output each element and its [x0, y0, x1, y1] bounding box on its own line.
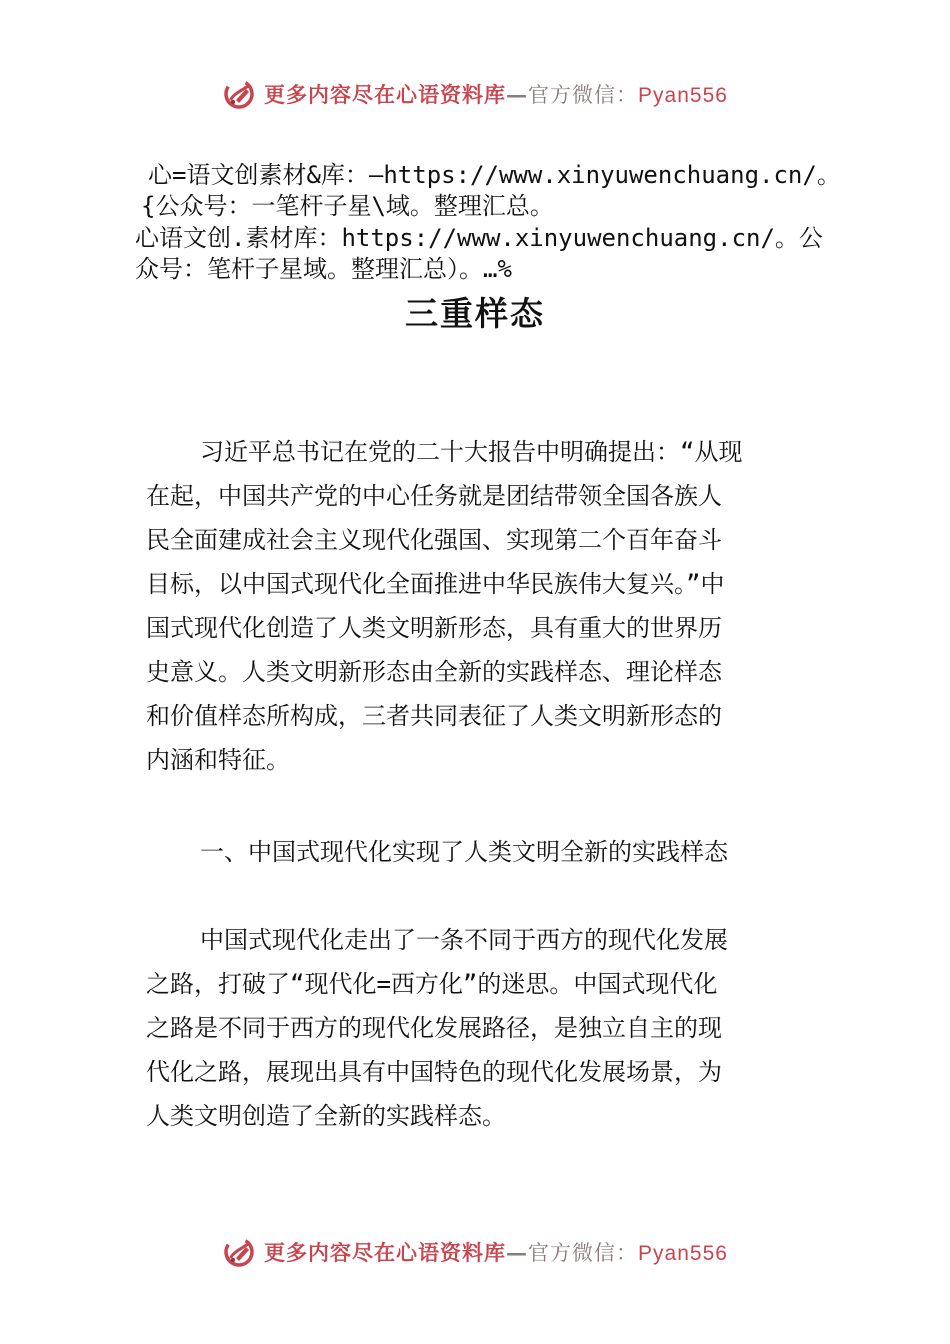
- paragraph-line: 人类文明创造了全新的实践样态。: [146, 1102, 506, 1130]
- footer-brand-separator: —: [506, 1240, 529, 1265]
- brand-logo-icon: [222, 77, 256, 111]
- paragraph-line: 目标，以中国式现代化全面推进中华民族伟大复兴。”中: [146, 570, 725, 598]
- source-note-line-2: {公众号：一笔杆子星\域。整理汇总。: [141, 192, 554, 220]
- header-brand-text: [264, 79, 728, 109]
- paragraph-practice: [146, 918, 810, 1138]
- header-brand-separator: —: [506, 82, 529, 107]
- footer-brand-main: 更多内容尽在心语资料库: [264, 1240, 507, 1265]
- paragraph-line: 史意义。人类文明新形态由全新的实践样态、理论样态: [146, 658, 722, 686]
- paragraph-line: 中国式现代化走出了一条不同于西方的现代化发展: [200, 926, 728, 954]
- brand-logo-icon: [222, 1235, 256, 1269]
- paragraph-line: 和价值样态所构成，三者共同表征了人类文明新形态的: [146, 702, 722, 730]
- footer-brand-banner: [0, 1232, 950, 1272]
- paragraph-line: 之路，打破了“现代化=西方化”的迷思。中国式现代化: [146, 970, 718, 998]
- paragraph-line: 内涵和特征。: [146, 746, 290, 774]
- footer-wechat-id: Pyan556: [638, 1242, 728, 1265]
- paragraph-line: 之路是不同于西方的现代化发展路径，是独立自主的现: [146, 1014, 722, 1042]
- header-brand-main: 更多内容尽在心语资料库: [264, 82, 507, 107]
- paragraph-line: 在起，中国共产党的中心任务就是团结带领全国各族人: [146, 482, 722, 510]
- footer-brand-text: [264, 1237, 728, 1267]
- paragraph-line: 代化之路，展现出具有中国特色的现代化发展场景，为: [146, 1058, 722, 1086]
- source-note-line-1: 心=语文创素材&库：—https://www.xinyuwenchuang.cn/。: [148, 161, 841, 189]
- source-note-line-3: 心语文创.素材库：https://www.xinyuwenchuang.cn/。公: [135, 224, 823, 252]
- section-heading-text: 一、中国式现代化实现了人类文明全新的实践样态: [200, 838, 728, 866]
- paragraph-line: 民全面建成社会主义现代化强国、实现第二个百年奋斗: [146, 526, 722, 554]
- source-note-line-4: 众号：笔杆子星域。整理汇总）。…%: [135, 255, 512, 283]
- paragraph-intro: [146, 430, 810, 782]
- header-wechat-label: 官方微信：: [528, 83, 639, 107]
- section-heading-1: [146, 830, 810, 874]
- paragraph-line: 国式现代化创造了人类文明新形态，具有重大的世界历: [146, 614, 722, 642]
- footer-wechat-label: 官方微信：: [528, 1241, 639, 1265]
- paragraph-line: 习近平总书记在党的二十大报告中明确提出：“从现: [200, 438, 743, 466]
- header-brand-banner: [0, 74, 950, 114]
- document-title: 三重样态: [405, 294, 545, 333]
- header-wechat-id: Pyan556: [638, 84, 728, 107]
